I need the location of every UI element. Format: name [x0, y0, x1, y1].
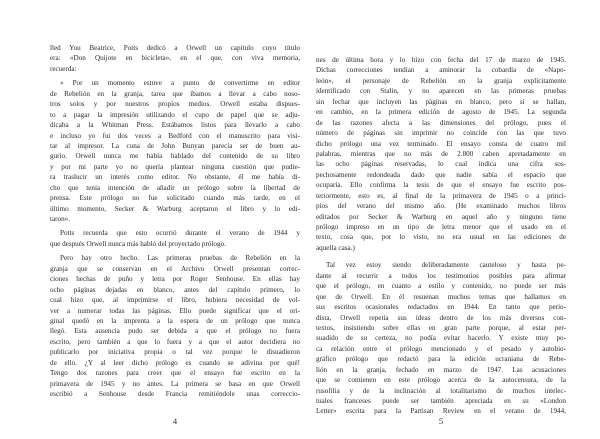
- text-line: dante al recurrir a todos los testimonios posibles para afirmar: [316, 271, 566, 280]
- text-line: escrito, pero también a que lo fuera y a que el autor decidiera no: [50, 337, 300, 346]
- text-line: prensa. Este prólogo no fue solicitado cuando más tarde, en el: [50, 194, 300, 203]
- text-line: las ocho páginas reservadas, lo cual indica una cifra sos-: [316, 160, 566, 169]
- text-line: Pero hay otro hecho. Las primeras pruebas de Rebelión en la: [60, 254, 300, 263]
- left-page: [50, 0, 300, 439]
- text-line: granja que se conservan en el Archivo Orwell presentan correc-: [50, 264, 300, 273]
- text-line: suadido de su certeza, no podía evitar hacerlo. Y existe muy po-: [316, 334, 566, 343]
- text-line: llegó. Esta ausencia pudo ser debida a que el prólogo no fuera: [50, 327, 300, 336]
- text-line: ocuparía. Ello confirma la tesis de que el ensayo fue escrito pos-: [316, 181, 566, 190]
- text-line: de Rebelión en la granja, tarea que íbamos a llevar a cabo noso-: [50, 89, 300, 98]
- text-line: tros solos y por nuestros propios medios. Orwell estaba dispues-: [50, 100, 300, 109]
- text-line: número de páginas sin imprimir no coincide con las que tuvo: [316, 129, 566, 138]
- text-line: ginal quedó en la imprenta a la espera de un prólogo que nunca: [50, 316, 300, 325]
- text-line: primavera de 1945 y no antes. La primera se basa en que Orwell: [50, 379, 300, 388]
- text-line: que de Orwell. En él resuenan muchos temas que hallamos en: [316, 292, 566, 301]
- text-line: Tal vez estoy siendo deliberadamente cauteloso y hasta pe-: [326, 261, 566, 270]
- text-line: tar al impresor. La cuna de John Bunyan parecía ser de buen au-: [50, 141, 300, 150]
- text-line: dicho prólogo una vez terminado. El ensayo consta de cuatro mil: [316, 139, 566, 148]
- text-line: sus escritos ocasionales redactados en 1944. En tanto que perio-: [316, 303, 566, 312]
- text-line: lión en la granja, fechado en marzo de 1947. Las acusaciones: [316, 365, 566, 374]
- text-line: aquella casa.): [316, 243, 355, 252]
- text-line: que se contienen en este prólogo acerca de la autocensura, de la: [316, 376, 566, 385]
- text-line: que después Orwell nunca más habló del proyectado prólogo.: [50, 239, 226, 248]
- text-line: textos, insistiendo sobre ellas en gran parte porque, al estar per-: [316, 323, 566, 332]
- text-line: de ello. ¿Y al leer dicho prólogo es cuando se adivina por qué!: [50, 358, 300, 367]
- text-line: ra traslucir un interés como editor. No obstante, él me había di-: [50, 173, 300, 182]
- text-line: último momento, Secker & Warburg aceptaron el libro y lo edi-: [50, 204, 300, 213]
- text-line: cho que tenía intención de añadir un prólogo sobre la libertad de: [50, 183, 300, 192]
- text-line: en cambio, en la primera edición de agosto de 1945. La segunda: [316, 108, 566, 117]
- text-line: Dichas correcciones tendían a aminorar la cobardía de «Napo-: [316, 66, 566, 75]
- text-line: ca relación entre el prólogo mencionado y el pesado y autobio-: [316, 344, 566, 353]
- text-line: Letter» escrita para la Partisan Review en el verano de 1944,: [316, 407, 566, 416]
- text-line: gráfico prólogo que redactó para la edición ucraniana de Rebe-: [316, 355, 566, 364]
- text-line: to a pagar la impresión utilizando el cupo de papel que se adju-: [50, 110, 300, 119]
- text-line: ocho páginas dejadas en blanco, antes del capítulo primero, lo: [50, 285, 300, 294]
- text-line: texto, cosa que, por lo visto, no era usual en las ediciones de: [316, 233, 566, 242]
- text-line: dicaba a la Whitman Press. Estábamos listos para llevarlo a cabo: [50, 121, 300, 130]
- text-line: ciones hechas de puño y letra por Roger Senhouse. En ellas hay: [50, 275, 300, 284]
- text-line: e incluso yo fui dos veces a Bedford con el manuscrito para visi-: [50, 131, 300, 140]
- text-line: Tengo dos razones para creer que el ensayo fue escrito en la: [50, 369, 300, 378]
- text-line: de las razones afecta a las dimensiones del prólogo, pues el: [316, 118, 566, 127]
- text-line: prólogo impreso en un tipo de letra menor que el usado en el: [316, 223, 566, 231]
- text-line: publicarlo por iniciativa propia o tal vez porque le disuadieron: [50, 348, 300, 357]
- text-line: que el prólogo, en cuanto a estilo y contenido, no puede ser más: [316, 282, 566, 291]
- right-page: [316, 0, 566, 439]
- page-number: 5: [438, 416, 444, 426]
- text-line: teriormente, esto es, al final de la primavera de 1945 o a princi-: [316, 191, 566, 200]
- text-line: ver a numerar todas las páginas. Ello puede significar que el ori-: [50, 306, 300, 315]
- text-line: pios del verano del mismo año. (He examinado muchos libros: [316, 202, 566, 211]
- page-number: 4: [172, 416, 178, 426]
- text-line: Potts recuerda que esto ocurrió durante el verano de 1944 y: [60, 229, 300, 238]
- text-line: lled You Beatrice, Potts dedicó a Orwell un capítulo cuyo título: [50, 44, 300, 52]
- text-line: escribió a Senhouse desde Francia remitiéndole unas correccio-: [50, 390, 300, 398]
- text-line: rusofilia y de la inclinación al totalitarismo de muchos intelec-: [316, 386, 566, 395]
- text-line: dista, Orwell repetía sus ideas dentro de los más diversos con-: [316, 313, 566, 322]
- text-line: pechosamente redondeada dado que nadie sabía el espacio que: [316, 170, 566, 179]
- text-line: recuerda:: [50, 64, 77, 73]
- left-page-text: [50, 43, 300, 399]
- text-line: nes de última hora y lo hizo con fecha del 17 de marzo de 1945.: [316, 56, 566, 64]
- text-line: tuales franceses puede ser también apreciada en su «London: [316, 397, 566, 405]
- text-line: palabras, mientras que no más de 2.800 caben apretadamente en: [316, 149, 566, 158]
- text-line: era: «Don Quijote en bicicleta», en el que, con viva memoria,: [50, 54, 300, 63]
- right-page-text: [316, 55, 566, 417]
- text-line: cual hizo que, al imprimirse el libro, hubiera necesidad de vol-: [50, 296, 300, 305]
- text-line: editados por Secker & Warburg en aquel año y ninguno tiene: [316, 212, 566, 221]
- text-line: « Por un momento estuve a punto de convertirme en editor: [60, 79, 300, 88]
- text-line: león», el personaje de Rebelión en la granja explícitamente: [316, 76, 566, 85]
- text-line: sin fechar que incluyen las páginas en blanco, pero sí se hallan,: [316, 97, 566, 106]
- text-line: taron».: [50, 215, 71, 223]
- text-line: gurio. Orwell nunca me había hablado del contenido de su libro: [50, 152, 300, 161]
- text-line: identificado con Stalin, y no aparecen en las primeras pruebas: [316, 87, 566, 96]
- text-line: y por mi parte yo no quería plantear ninguna cuestión que pudie-: [50, 162, 300, 171]
